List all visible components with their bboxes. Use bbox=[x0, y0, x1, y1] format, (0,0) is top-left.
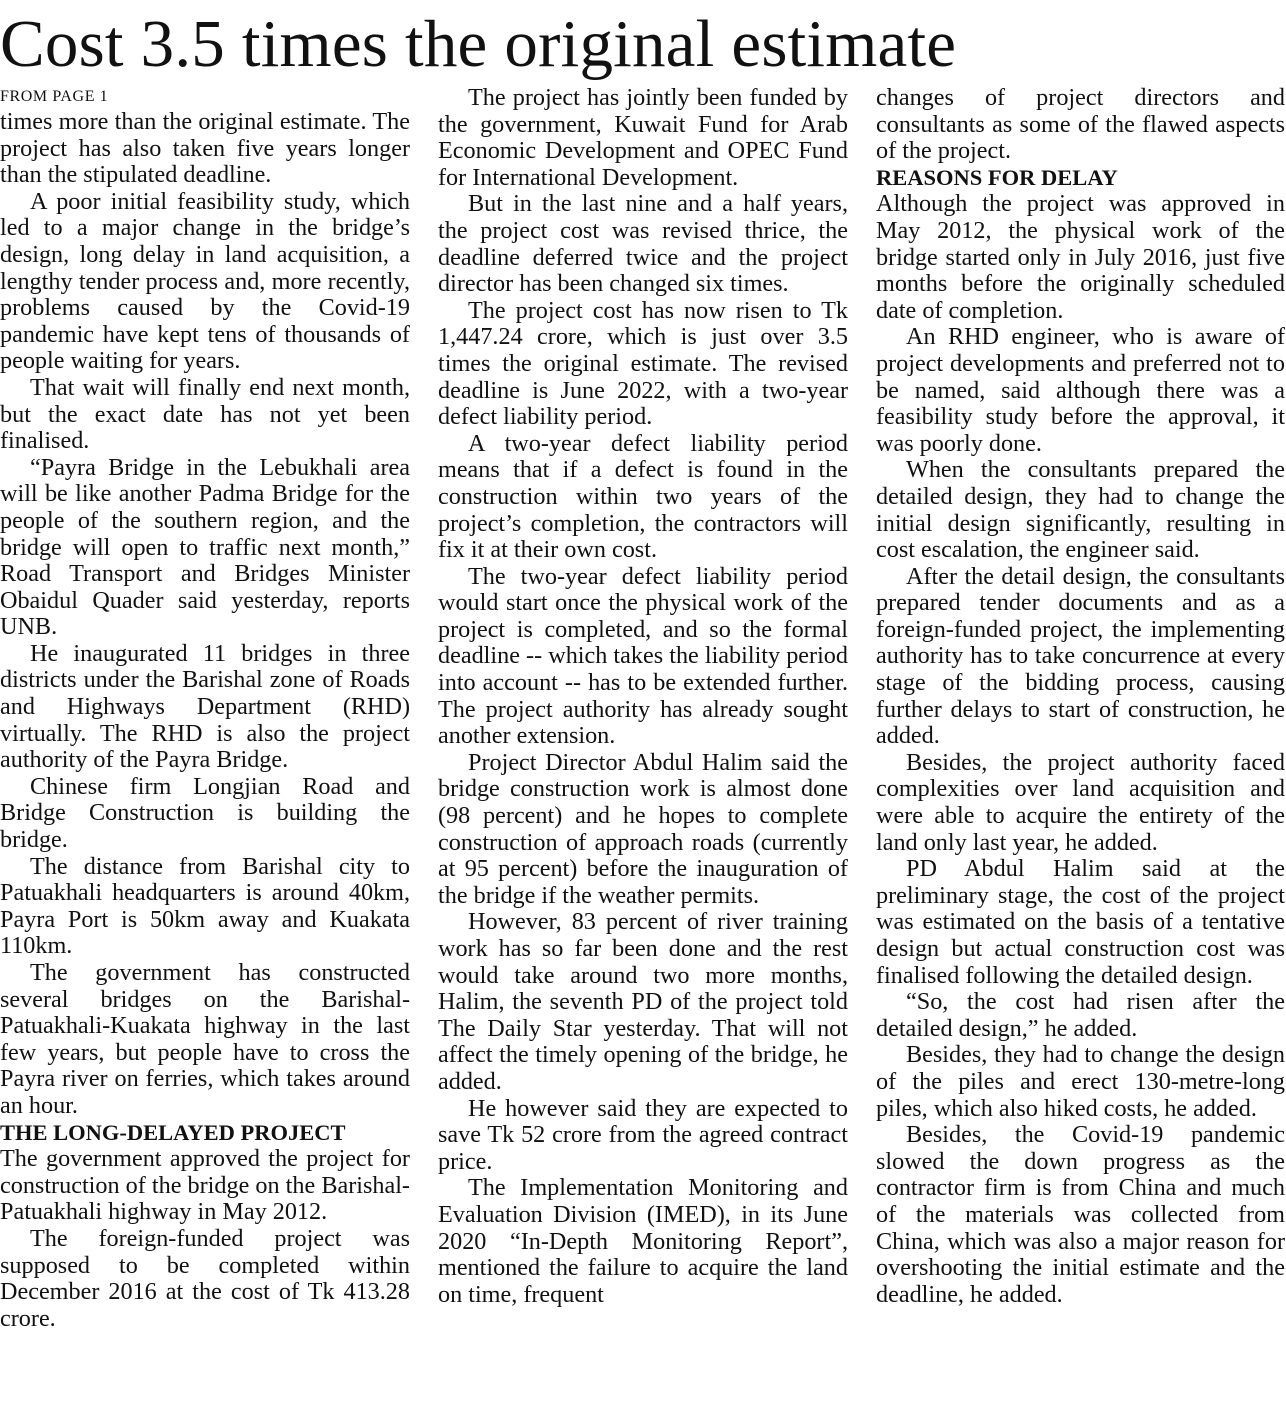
paragraph: But in the last nine and a half years, the project cost was revised thrice, the deadline deferred twice and the project director has been changed six times. bbox=[438, 190, 848, 298]
paragraph: changes of project directors and consultants as some of the flawed aspects of the project. bbox=[876, 85, 1285, 165]
paragraph: Besides, they had to change the design of the piles and erect 130-metre-long piles, which also hiked costs, he added. bbox=[876, 1041, 1285, 1122]
paragraph: After the detail design, the consultants prepared tender documents and as a foreign-funded project, the implementing authority has to take concurrence at every stage of the bidding process, causing further delays to start of construction, he added. bbox=[876, 562, 1285, 750]
paragraph: The distance from Barishal city to Patuakhali headquarters is around 40km, Payra Port is 50km away and Kuakata 110km. bbox=[0, 852, 410, 960]
paragraph: times more than the original estimate. The project has also taken five years longer than the stipulated deadline. bbox=[0, 108, 410, 189]
paragraph: He inaugurated 11 bridges in three districts under the Barishal zone of Roads and Highways Department (RHD) virtually. The RHD is also the project authority of the Payra Bridge. bbox=[0, 639, 410, 774]
paragraph: A poor initial feasibility study, which led to a major change in the bridge’s design, long delay in land acquisition, a lengthy tender process and, more recently, problems caused by the Covid-19 pandemic have kept tens of thousands of people waiting for years. bbox=[0, 187, 410, 375]
paragraph: He however said they are expected to save Tk 52 crore from the agreed contract price. bbox=[438, 1094, 848, 1175]
subheading: THE LONG-DELAYED PROJECT bbox=[0, 1119, 346, 1145]
paragraph: Project Director Abdul Halim said the bridge construction work is almost done (98 percent) and he hopes to complete construction of approach roads (currently at 95 percent) before the inauguration of the bridge if the weather permits. bbox=[438, 748, 848, 909]
subheading: REASONS FOR DELAY bbox=[876, 164, 1118, 190]
paragraph: The project has jointly been funded by the government, Kuwait Fund for Arab Economic Development and OPEC Fund for International Development. bbox=[438, 85, 848, 191]
paragraph: “So, the cost had risen after the detailed design,” he added. bbox=[876, 988, 1285, 1042]
paragraph: “Payra Bridge in the Lebukhali area will be like another Padma Bridge for the people of the southern region, and the bridge will open to traffic next month,” Road Transport and Bridges Minister Obaidul Quader said yesterday, reports UNB. bbox=[0, 453, 410, 641]
paragraph: That wait will finally end next month, but the exact date has not yet been finalised. bbox=[0, 373, 410, 455]
paragraph: The foreign-funded project was supposed to be completed within December 2016 at the cost of Tk 413.28 crore. bbox=[0, 1224, 410, 1332]
paragraph: The government approved the project for construction of the bridge on the Barishal-Patuakhali highway in May 2012. bbox=[0, 1145, 410, 1226]
paragraph: Besides, the Covid-19 pandemic slowed the down progress as the contractor firm is from China and much of the materials was collected from China, which was also a major reason for overshooting the initial estimate and the deadline, he added. bbox=[876, 1121, 1285, 1308]
paragraph: However, 83 percent of river training work has so far been done and the rest would take around two more months, Halim, the seventh PD of the project told The Daily Star yesterday. That will not affect the timely opening of the bridge, he added. bbox=[438, 908, 848, 1095]
paragraph: Besides, the project authority faced complexities over land acquisition and were able to acquire the entirety of the land only last year, he added. bbox=[876, 748, 1285, 856]
paragraph: The Implementation Monitoring and Evaluation Division (IMED), in its June 2020 “In-Depth Monitoring Report”, mentioned the failure to acquire the land on time, frequent bbox=[438, 1174, 848, 1308]
paragraph: The two-year defect liability period would start once the physical work of the project is completed, and so the formal deadline -- which takes the liability period into account -- has to be extended further. The project authority has already sought another extension. bbox=[438, 562, 848, 750]
paragraph: A two-year defect liability period means that if a defect is found in the construction within two years of the project’s completion, the contractors will fix it at their own cost. bbox=[438, 429, 848, 564]
paragraph: The government has constructed several bridges on the Barishal-Patuakhali-Kuakata highway in the last few years, but people have to cross the Payra river on ferries, which takes around an hour. bbox=[0, 959, 410, 1119]
continuation-label: FROM PAGE 1 bbox=[0, 88, 109, 105]
paragraph: When the consultants prepared the detailed design, they had to change the initial design significantly, resulting in cost escalation, the engineer said. bbox=[876, 456, 1285, 564]
paragraph: The project cost has now risen to Tk 1,447.24 crore, which is just over 3.5 times the original estimate. The revised deadline is June 2022, with a two-year defect liability period. bbox=[438, 296, 848, 431]
paragraph: Chinese firm Longjian Road and Bridge Construction is building the bridge. bbox=[0, 772, 410, 854]
column-3 bbox=[876, 85, 1285, 1397]
paragraph: PD Abdul Halim said at the preliminary stage, the cost of the project was estimated on the basis of a tentative design but actual construction cost was finalised following the detailed design. bbox=[876, 855, 1285, 989]
paragraph: An RHD engineer, who is aware of project developments and preferred not to be named, said although there was a feasibility study before the approval, it was poorly done. bbox=[876, 323, 1285, 457]
paragraph: Although the project was approved in May 2012, the physical work of the bridge started only in July 2016, just five months before the originally scheduled date of completion. bbox=[876, 190, 1285, 324]
column-1 bbox=[0, 85, 410, 1397]
headline: Cost 3.5 times the original estimate bbox=[0, 7, 957, 81]
column-2 bbox=[438, 85, 848, 1397]
